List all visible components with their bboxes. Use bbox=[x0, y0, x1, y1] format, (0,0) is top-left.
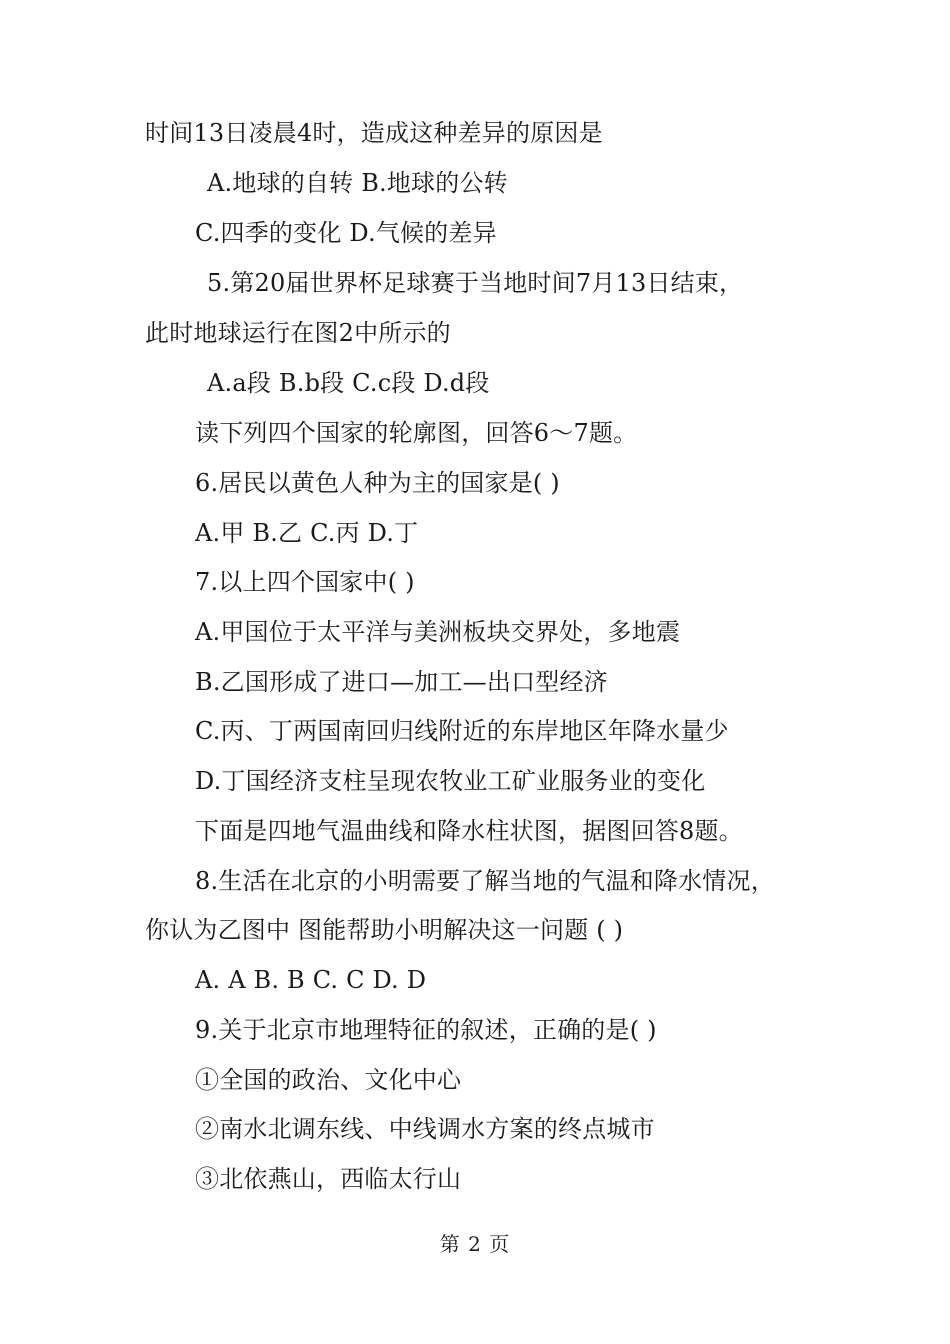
answer-options: C.四季的变化 D.气候的差异 bbox=[195, 219, 497, 247]
statement-1: ①全国的政治、文化中心 bbox=[195, 1066, 462, 1094]
answer-option-c: C.丙、丁两国南回归线附近的东岸地区年降水量少 bbox=[195, 717, 729, 745]
answer-option-a: A.甲国位于太平洋与美洲板块交界处，多地震 bbox=[195, 618, 681, 646]
answer-options: A.甲 B.乙 C.丙 D.丁 bbox=[195, 519, 419, 547]
instruction-text: 下面是四地气温曲线和降水柱状图，据图回答8题。 bbox=[195, 817, 743, 845]
answer-option-b: B.乙国形成了进口—加工—出口型经济 bbox=[195, 668, 608, 696]
question-7: 7.以上四个国家中( ) bbox=[195, 568, 415, 596]
question-8: 8.生活在北京的小明需要了解当地的气温和降水情况， bbox=[195, 867, 775, 895]
statement-3: ③北依燕山，西临太行山 bbox=[195, 1165, 462, 1193]
answer-options: A. A B. B C. C D. D bbox=[195, 966, 427, 994]
text-line: 你认为乙图中 图能帮助小明解决这一问题 ( ) bbox=[145, 916, 624, 944]
text-line: 此时地球运行在图2中所示的 bbox=[145, 319, 451, 347]
question-5: 5.第20届世界杯足球赛于当地时间7月13日结束， bbox=[207, 269, 744, 297]
instruction-text: 读下列四个国家的轮廓图，回答6～7题。 bbox=[195, 419, 638, 447]
page-number: 第 2 页 bbox=[439, 1232, 511, 1256]
question-6: 6.居民以黄色人种为主的国家是( ) bbox=[195, 469, 560, 497]
statement-2: ②南水北调东线、中线调水方案的终点城市 bbox=[195, 1115, 655, 1143]
question-9: 9.关于北京市地理特征的叙述，正确的是( ) bbox=[195, 1016, 657, 1044]
answer-options: A.a段 B.b段 C.c段 D.d段 bbox=[207, 369, 490, 397]
answer-options: A.地球的自转 B.地球的公转 bbox=[207, 169, 508, 197]
text-line: 时间13日凌晨4时，造成这种差异的原因是 bbox=[145, 119, 603, 147]
answer-option-d: D.丁国经济支柱呈现农牧业工矿业服务业的变化 bbox=[195, 767, 706, 795]
